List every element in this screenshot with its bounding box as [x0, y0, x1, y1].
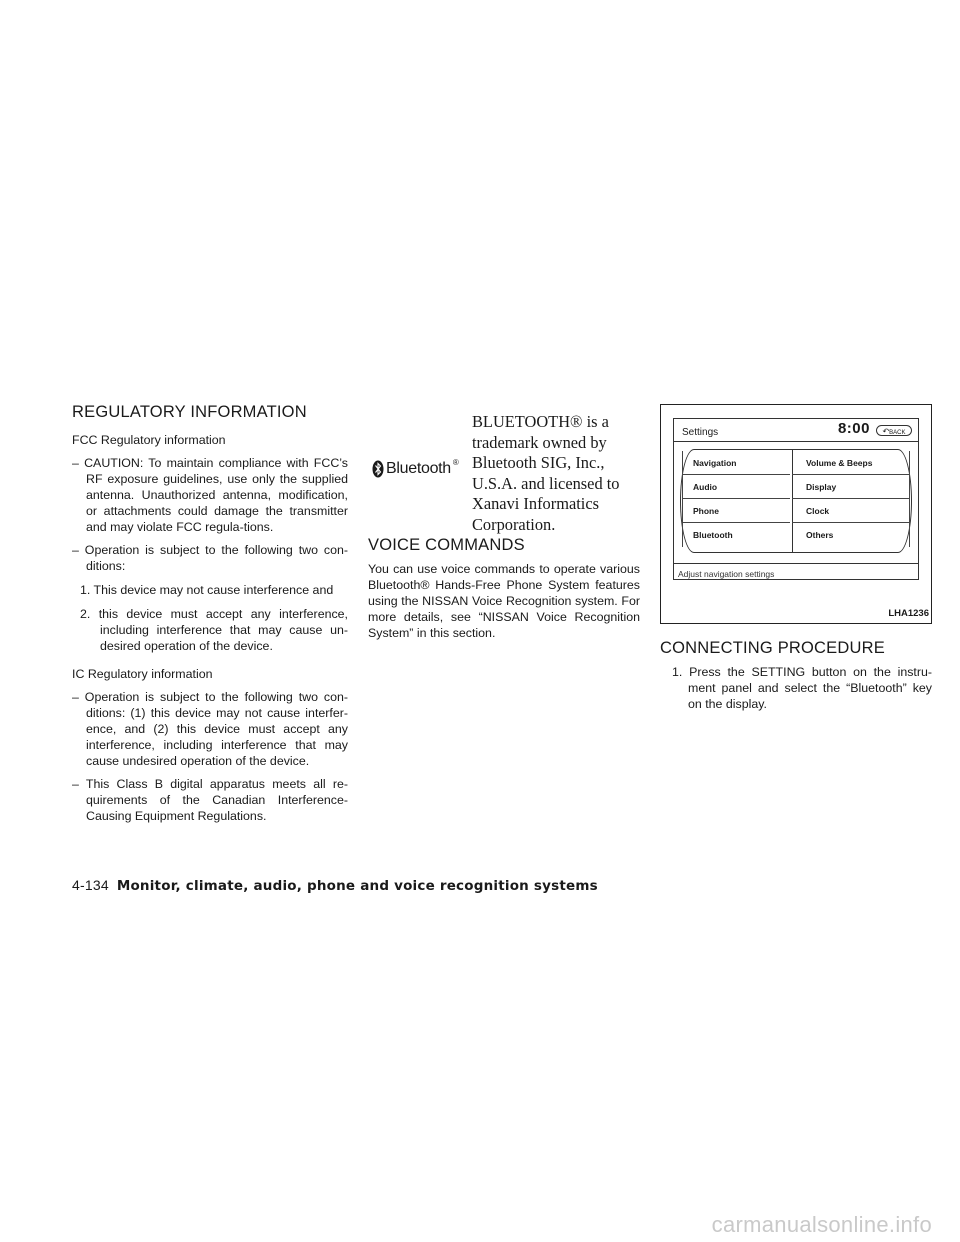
- screen-footer-hint: Adjust navigation settings: [678, 569, 775, 579]
- key-clock[interactable]: Clock: [792, 499, 910, 523]
- fcc-condition-2: 2. this device must accept any interference, including interference that may cause un-desired operation of the device.: [80, 607, 348, 653]
- ic-title: IC Regulatory information: [72, 667, 213, 681]
- section-title: Monitor, climate, audio, phone and voice recognition systems: [116, 878, 598, 894]
- figure-code: LHA1236: [888, 608, 929, 619]
- back-button-label: BACK: [889, 430, 906, 436]
- bluetooth-rune-icon: [372, 460, 384, 478]
- fcc-item-caution: – CAUTION: To maintain compliance with FCC’s RF exposure guidelines, use only the supplied antenna. Unauthorized antenna, modification, or attachments could damage the transmitter and may violate FCC regula-tions.: [72, 456, 348, 534]
- column-connecting: [660, 404, 932, 712]
- settings-screen: [673, 418, 919, 580]
- key-navigation[interactable]: Navigation: [682, 451, 790, 475]
- bluetooth-logo: [372, 459, 468, 479]
- key-others[interactable]: Others: [792, 523, 910, 547]
- ic-item-class-b: – This Class B digital apparatus meets all re-quirements of the Canadian Interference-Causing Equipment Regulations.: [72, 777, 348, 823]
- key-display[interactable]: Display: [792, 475, 910, 499]
- fcc-item-conditions: – Operation is subject to the following two con-ditions:: [72, 543, 348, 573]
- bluetooth-logo-registered: ®: [452, 458, 459, 467]
- watermark: carmanualsonline.info: [711, 1212, 932, 1237]
- fcc-condition-1: 1. This device may not cause interference and: [80, 583, 334, 597]
- screen-clock: 8:00: [837, 420, 870, 437]
- connecting-heading: CONNECTING PROCEDURE: [660, 639, 885, 657]
- screen-header-divider: [674, 441, 918, 442]
- voice-commands-text: You can use voice commands to operate various Bluetooth® Hands-Free Phone System features using the NISSAN Voice Recognition system. For more details, see “NISSAN Voice Recognition System” in this section.: [368, 562, 640, 640]
- screen-title: Settings: [682, 427, 719, 438]
- bluetooth-trademark-block: [368, 412, 640, 534]
- key-phone[interactable]: Phone: [682, 499, 790, 523]
- key-volume-beeps[interactable]: Volume & Beeps: [792, 451, 910, 475]
- screen-footer-divider: [674, 563, 918, 564]
- page-footer: [72, 877, 598, 894]
- ic-item-conditions: – Operation is subject to the following two con-ditions: (1) this device may not cause interfer-ence, and (2) this device must accept any interference, including interference that may cause undesired operation of the device.: [72, 690, 348, 768]
- column-bluetooth-voice: [368, 412, 640, 641]
- settings-screen-figure: [660, 404, 932, 624]
- bluetooth-trademark-notice: BLUETOOTH® is a trademark owned by Bluetooth SIG, Inc., U.S.A. and licensed to Xanavi Informatics Corporation.: [472, 412, 620, 534]
- back-arrow-icon: ↶: [882, 427, 890, 436]
- back-button[interactable]: [876, 425, 912, 436]
- fcc-title: FCC Regulatory information: [72, 433, 226, 447]
- column-regulatory: [72, 404, 348, 824]
- voice-commands-heading: VOICE COMMANDS: [368, 536, 525, 554]
- regulatory-heading: REGULATORY INFORMATION: [72, 403, 307, 421]
- key-bluetooth[interactable]: Bluetooth: [682, 523, 790, 547]
- page-number: 4-134: [72, 877, 109, 893]
- connecting-step-1: 1. Press the SETTING button on the instru-ment panel and select the “Bluetooth” key on the display.: [672, 665, 932, 711]
- key-audio[interactable]: Audio: [682, 475, 790, 499]
- bluetooth-logo-word: Bluetooth: [386, 460, 451, 477]
